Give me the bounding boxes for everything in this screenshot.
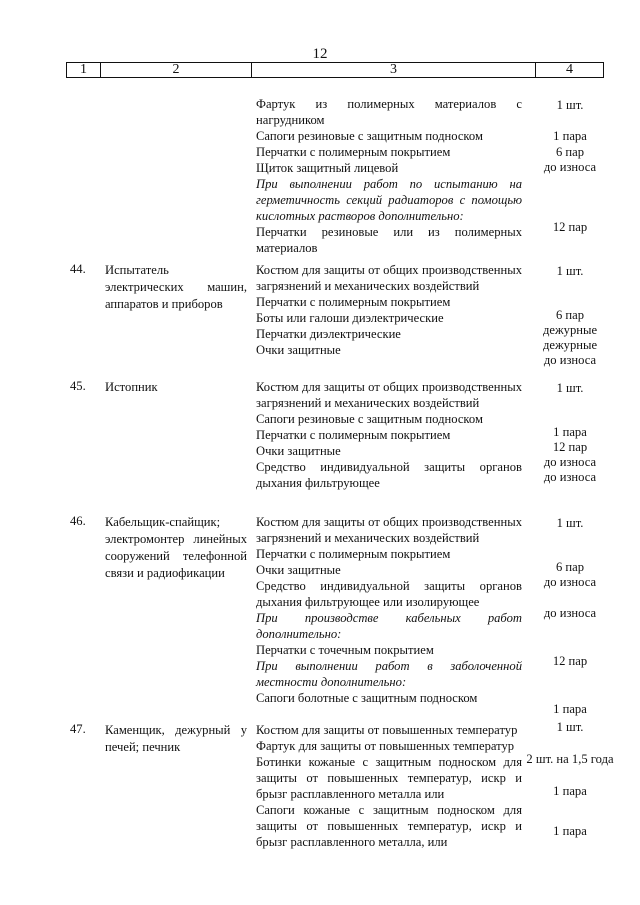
ppe-note: При выполнении работ в заболоченной местности дополнительно: <box>256 659 522 689</box>
ppe-quantity: 1 шт. <box>556 98 584 112</box>
profession-name: Испытатель электрических машин, аппаратов и приборов <box>105 263 247 311</box>
ppe-item: Перчатки с точечным покрытием <box>256 643 434 657</box>
ppe-item: Сапоги кожаные с защитным подноском для защиты от повышенных температур, искр и брызг расплавленного металла, или <box>256 803 522 849</box>
ppe-item: Перчатки с полимерным покрытием <box>256 145 451 159</box>
ppe-item: Перчатки с полимерным покрытием <box>256 428 451 442</box>
ppe-quantity: 2 шт. на 1,5 года <box>526 752 614 766</box>
ppe-item: Перчатки резиновые или из полимерных материалов <box>256 225 522 255</box>
ppe-item: Костюм для защиты от повышенных температур <box>256 723 518 737</box>
ppe-quantity: дежурные <box>542 323 598 337</box>
ppe-item: Щиток защитный лицевой <box>256 161 399 175</box>
ppe-quantity: 12 пар <box>552 440 588 454</box>
ppe-quantity: 6 пар <box>555 560 585 574</box>
header-col-2: 2 <box>100 63 251 77</box>
ppe-item: Средство индивидуальной защиты органов дыхания фильтрующее или изолирующее <box>256 579 522 609</box>
ppe-items <box>256 514 522 706</box>
ppe-quantity: 1 шт. <box>556 264 584 278</box>
ppe-item: Костюм для защиты от общих производственных загрязнений и механических воздействий <box>256 515 522 545</box>
ppe-item: Перчатки диэлектрические <box>256 327 401 341</box>
header-col-4: 4 <box>535 63 603 77</box>
ppe-quantity: 1 шт. <box>556 516 584 530</box>
ppe-item: Очки защитные <box>256 444 341 458</box>
ppe-quantity: до износа <box>543 160 597 174</box>
ppe-quantity: 1 пара <box>553 702 587 716</box>
ppe-item: Очки защитные <box>256 563 341 577</box>
row-number: 44. <box>70 262 86 276</box>
ppe-quantity: до износа <box>543 470 597 484</box>
ppe-item: Костюм для защиты от общих производственных загрязнений и механических воздействий <box>256 380 522 410</box>
ppe-quantity: 1 пара <box>553 129 587 143</box>
header-col-1: 1 <box>80 62 87 77</box>
ppe-quantity: 1 шт. <box>556 720 584 734</box>
ppe-items <box>256 96 522 256</box>
ppe-item: Сапоги болотные с защитным подноском <box>256 691 478 705</box>
ppe-quantity: 12 пар <box>552 654 588 668</box>
ppe-item: Фартук для защиты от повышенных температур <box>256 739 515 753</box>
ppe-quantity: 12 пар <box>552 220 588 234</box>
ppe-item: Средство индивидуальной защиты органов дыхания фильтрующее <box>256 460 522 490</box>
ppe-note: При производстве кабельных работ дополнительно: <box>256 611 522 641</box>
ppe-quantity: 1 пара <box>553 784 587 798</box>
profession-name: Кабельщик-спайщик; электромонтер линейных сооружений телефонной связи и радиофикации <box>105 515 247 580</box>
ppe-item: Костюм для защиты от общих производственных загрязнений и механических воздействий <box>256 263 522 293</box>
ppe-item: Очки защитные <box>256 343 341 357</box>
profession-name: Каменщик, дежурный у печей; печник <box>105 723 247 754</box>
ppe-quantity: до износа <box>543 353 597 367</box>
ppe-quantity: 1 пара <box>553 824 587 838</box>
ppe-quantity: 1 шт. <box>556 381 584 395</box>
ppe-item: Сапоги резиновые с защитным подноском <box>256 129 483 143</box>
ppe-quantity: до износа <box>543 575 597 589</box>
row-number: 46. <box>70 514 86 528</box>
profession-name: Истопник <box>105 380 158 394</box>
table-header <box>66 62 604 78</box>
ppe-item: Боты или галоши диэлектрические <box>256 311 444 325</box>
row-number: 47. <box>70 722 86 736</box>
ppe-quantity: до износа <box>543 455 597 469</box>
row-number: 45. <box>70 379 86 393</box>
ppe-item: Перчатки с полимерным покрытием <box>256 547 451 561</box>
ppe-quantity: 6 пар <box>555 308 585 322</box>
ppe-item: Перчатки с полимерным покрытием <box>256 295 451 309</box>
ppe-items <box>256 262 522 358</box>
ppe-quantity: 6 пар <box>555 145 585 159</box>
ppe-items <box>256 379 522 491</box>
ppe-item: Фартук из полимерных материалов с нагрудником <box>256 97 522 127</box>
ppe-item: Сапоги резиновые с защитным подноском <box>256 412 483 426</box>
ppe-item: Ботинки кожаные с защитным подноском для защиты от повышенных температур, искр и брызг расплавленного металла или <box>256 755 522 801</box>
ppe-quantity: дежурные <box>542 338 598 352</box>
ppe-quantity: до износа <box>543 606 597 620</box>
page-number: 12 <box>312 46 328 62</box>
ppe-items <box>256 722 522 850</box>
ppe-note: При выполнении работ по испытанию на герметичность секций радиаторов с помощью кислотных растворов дополнительно: <box>256 177 522 223</box>
ppe-quantity: 1 пара <box>553 425 587 439</box>
header-col-3: 3 <box>251 63 535 77</box>
